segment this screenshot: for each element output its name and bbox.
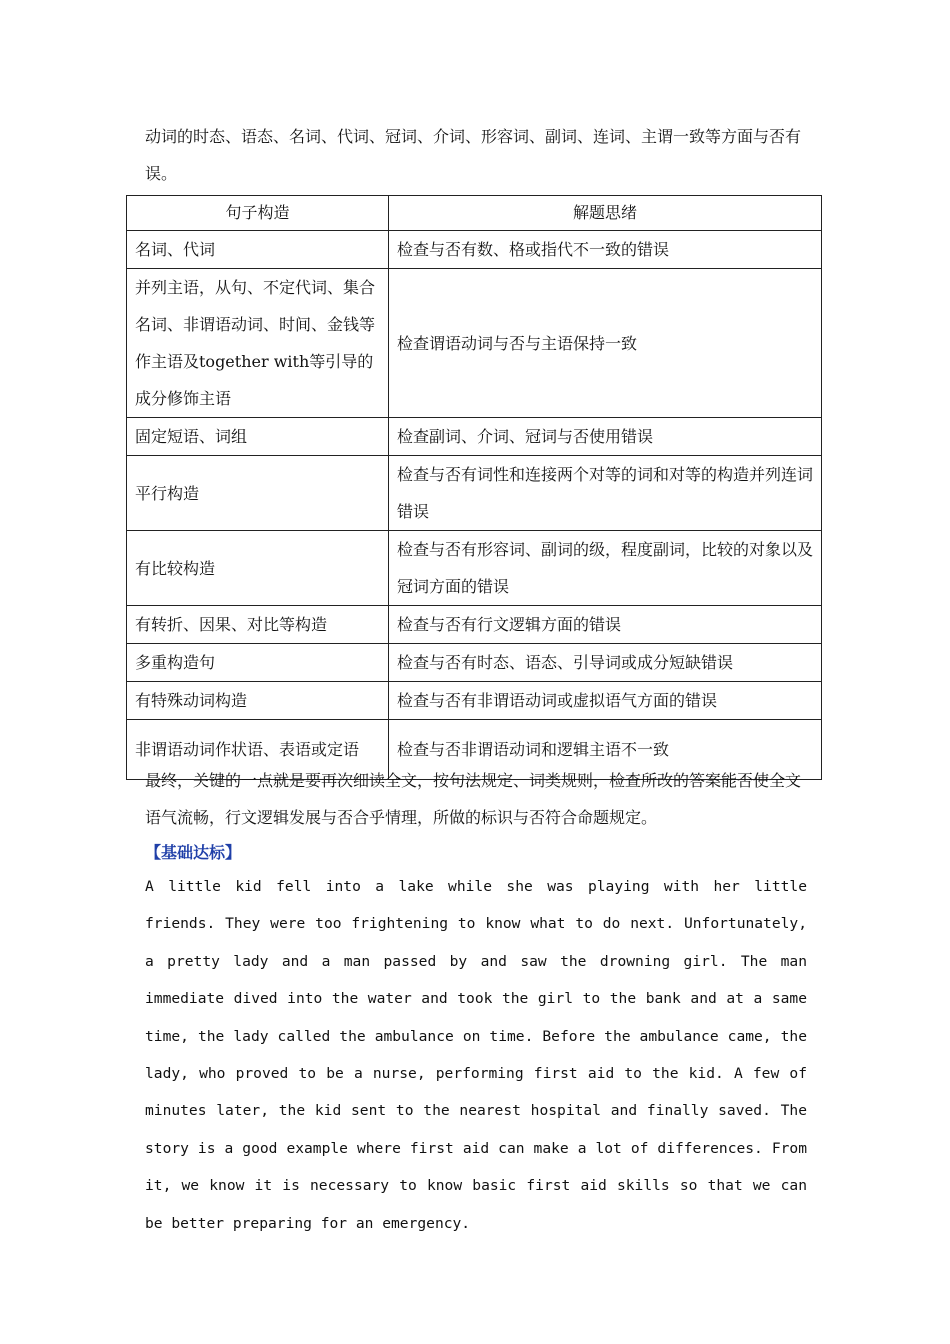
approach-cell: 检查与否有非谓语动词或虚拟语气方面的错误 <box>389 682 822 720</box>
approach-cell: 检查副词、介词、冠词与否使用错误 <box>389 418 822 456</box>
approach-cell: 检查与否有词性和连接两个对等的词和对等的构造并列连词错误 <box>389 456 822 531</box>
structure-cell: 并列主语，从句、不定代词、集合名词、非谓语动词、时间、金钱等作主语及together with等引导的成分修饰主语 <box>127 269 389 418</box>
sentence-structure-table <box>126 195 822 780</box>
approach-cell: 检查与否有行文逻辑方面的错误 <box>389 606 822 644</box>
table-row <box>127 231 822 269</box>
structure-cell: 多重构造句 <box>127 644 389 682</box>
structure-cell: 平行构造 <box>127 456 389 531</box>
intro-paragraph: 动词的时态、语态、名词、代词、冠词、介词、形容词、副词、连词、主谓一致等方面与否有误。 <box>145 127 802 183</box>
approach-cell: 检查与否有时态、语态、引导词或成分短缺错误 <box>389 644 822 682</box>
table-row <box>127 269 822 418</box>
structure-cell: 非谓语动词作状语、表语或定语 <box>127 720 389 780</box>
table-row <box>127 644 822 682</box>
exercise-passage: A little kid fell into a lake while she was playing with her little friends. They were too frightening to know what to do next. Unfortunately, a pretty lady and a man passed by and saw the drowning girl. The man immediate dived into the water and took the girl to the bank and at a same time, the lady called the ambulance on time. Before the ambulance came, the lady, who proved to be a nurse, performing first aid to the kid. A few of minutes later, the kid sent to the nearest hospital and finally saved. The story is a good example where first aid can make a lot of differences. From it, we know it is necessary to know basic first aid skills so that we can be better preparing for an emergency. <box>145 878 807 1232</box>
structure-cell: 有比较构造 <box>127 531 389 606</box>
structure-cell: 固定短语、词组 <box>127 418 389 456</box>
table-row <box>127 606 822 644</box>
structure-cell: 名词、代词 <box>127 231 389 269</box>
section-title: 【基础达标】 <box>145 843 242 862</box>
table-row <box>127 682 822 720</box>
approach-cell: 检查谓语动词与否与主语保持一致 <box>389 269 822 418</box>
structure-cell: 有特殊动词构造 <box>127 682 389 720</box>
table-row <box>127 418 822 456</box>
header-structure: 句子构造 <box>127 196 389 231</box>
conclusion-paragraph: 最终，关键的一点就是要再次细读全文，按句法规定、词类规则，检查所改的答案能否使全文语气流畅，行文逻辑发展与否合乎情理，所做的标识与否符合命题规定。 <box>145 771 802 827</box>
header-approach: 解题思绪 <box>389 196 822 231</box>
table-row <box>127 456 822 531</box>
approach-cell: 检查与否有形容词、副词的级，程度副词，比较的对象以及冠词方面的错误 <box>389 531 822 606</box>
table-row <box>127 531 822 606</box>
approach-cell: 检查与否有数、格或指代不一致的错误 <box>389 231 822 269</box>
approach-cell: 检查与否非谓语动词和逻辑主语不一致 <box>389 720 822 780</box>
structure-cell: 有转折、因果、对比等构造 <box>127 606 389 644</box>
table-header-row <box>127 196 822 231</box>
